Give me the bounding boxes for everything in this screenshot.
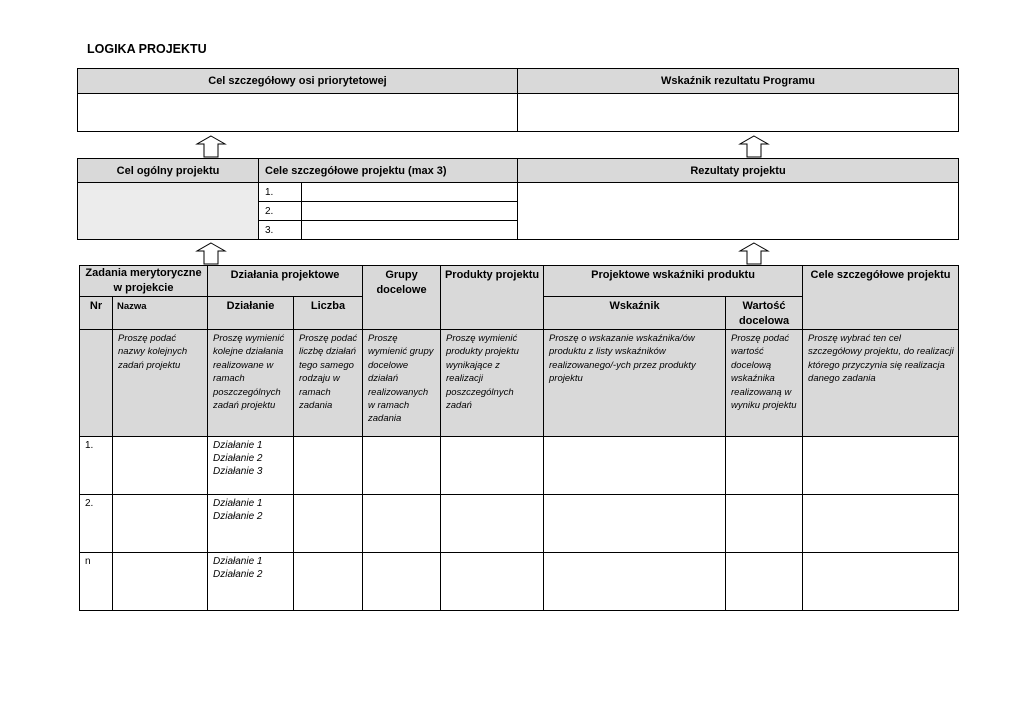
task-name-cell[interactable] — [113, 553, 208, 611]
target-value-cell[interactable] — [726, 437, 803, 495]
up-arrow-icon — [738, 242, 770, 265]
target-groups-cell[interactable] — [363, 437, 441, 495]
tasks-header: Zadania merytoryczne w projekcie — [80, 266, 208, 297]
action-item: Działanie 1 — [213, 556, 263, 567]
action-instruction: Proszę wymienić kolejne działania realizowane w ramach poszczególnych zadań projektu — [208, 330, 294, 437]
actions-header: Działania projektowe — [208, 266, 363, 297]
target-value-cell[interactable] — [726, 553, 803, 611]
action-item: Działanie 2 — [213, 511, 263, 522]
action-item: Działanie 3 — [213, 466, 263, 477]
specific-objectives-instruction: Proszę wybrać ten cel szczegółowy projektu, do realizacji którego przyczynia się realizacja danego zadania — [803, 330, 959, 437]
target-groups-header: Grupy docelowe — [363, 266, 441, 330]
row-number: n — [80, 553, 113, 611]
program-result-indicator-header: Wskaźnik rezultatu Programu — [518, 69, 959, 94]
program-result-indicator-cell[interactable] — [518, 94, 959, 132]
indicator-header: Wskaźnik — [544, 297, 726, 330]
action-item: Działanie 1 — [213, 440, 263, 451]
objective-number: 2. — [259, 202, 302, 221]
actions-list-cell[interactable] — [208, 553, 294, 611]
general-objective-cell[interactable] — [78, 183, 259, 240]
general-objective-header: Cel ogólny projektu — [78, 159, 259, 183]
table-row — [80, 495, 959, 553]
row-number: 1. — [80, 437, 113, 495]
objective-number: 1. — [259, 183, 302, 202]
target-groups-cell[interactable] — [363, 495, 441, 553]
indicator-cell[interactable] — [544, 495, 726, 553]
specific-objectives-col-header: Cele szczegółowe projektu — [803, 266, 959, 330]
row-number: 2. — [80, 495, 113, 553]
nr-header: Nr — [80, 297, 113, 330]
nr-instruction-cell — [80, 330, 113, 437]
task-name-cell[interactable] — [113, 495, 208, 553]
up-arrow-icon — [195, 242, 227, 265]
objective-cell[interactable] — [302, 183, 518, 202]
count-header: Liczba — [294, 297, 363, 330]
indicator-cell[interactable] — [544, 437, 726, 495]
products-header: Produkty projektu — [441, 266, 544, 330]
product-indicators-header: Projektowe wskaźniki produktu — [544, 266, 803, 297]
table-row — [80, 437, 959, 495]
table-row — [80, 553, 959, 611]
specific-objective-axis-cell[interactable] — [78, 94, 518, 132]
specific-objective-cell[interactable] — [803, 495, 959, 553]
project-results-header: Rezultaty projektu — [518, 159, 959, 183]
target-value-cell[interactable] — [726, 495, 803, 553]
actions-list-cell[interactable] — [208, 495, 294, 553]
specific-objective-axis-header: Cel szczegółowy osi priorytetowej — [78, 69, 518, 94]
target-value-header: Wartość docelowa — [726, 297, 803, 330]
indicator-cell[interactable] — [544, 553, 726, 611]
action-item: Działanie 2 — [213, 453, 263, 464]
products-cell[interactable] — [441, 553, 544, 611]
count-cell[interactable] — [294, 495, 363, 553]
up-arrow-icon — [195, 135, 227, 158]
project-tasks-table — [79, 265, 959, 611]
products-cell[interactable] — [441, 437, 544, 495]
target-groups-cell[interactable] — [363, 553, 441, 611]
priority-axis-table — [77, 68, 959, 132]
specific-objective-cell[interactable] — [803, 553, 959, 611]
name-instruction: Proszę podać nazwy kolejnych zadań projektu — [113, 330, 208, 437]
specific-objectives-header: Cele szczegółowe projektu (max 3) — [259, 159, 518, 183]
objective-cell[interactable] — [302, 202, 518, 221]
count-cell[interactable] — [294, 437, 363, 495]
count-instruction: Proszę podać liczbę działań tego samego rodzaju w ramach zadania — [294, 330, 363, 437]
objective-number: 3. — [259, 221, 302, 240]
action-header: Działanie — [208, 297, 294, 330]
project-objectives-table — [77, 158, 959, 240]
objective-cell[interactable] — [302, 221, 518, 240]
project-results-cell[interactable] — [518, 183, 959, 240]
specific-objective-cell[interactable] — [803, 437, 959, 495]
name-header: Nazwa — [113, 297, 208, 330]
count-cell[interactable] — [294, 553, 363, 611]
action-item: Działanie 1 — [213, 498, 263, 509]
products-cell[interactable] — [441, 495, 544, 553]
actions-list-cell[interactable] — [208, 437, 294, 495]
action-item: Działanie 2 — [213, 569, 263, 580]
indicator-instruction: Proszę o wskazanie wskaźnika/ów produktu z listy wskaźników realizowanego/-ych przez produkty projektu — [544, 330, 726, 437]
page-title: LOGIKA PROJEKTU — [87, 42, 207, 56]
target-value-instruction: Proszę podać wartość docelową wskaźnika realizowaną w wyniku projektu — [726, 330, 803, 437]
up-arrow-icon — [738, 135, 770, 158]
products-instruction: Proszę wymienić produkty projektu wynikające z realizacji poszczególnych zadań — [441, 330, 544, 437]
task-name-cell[interactable] — [113, 437, 208, 495]
target-groups-instruction: Proszę wymienić grupy docelowe działań realizowanych w ramach zadania — [363, 330, 441, 437]
